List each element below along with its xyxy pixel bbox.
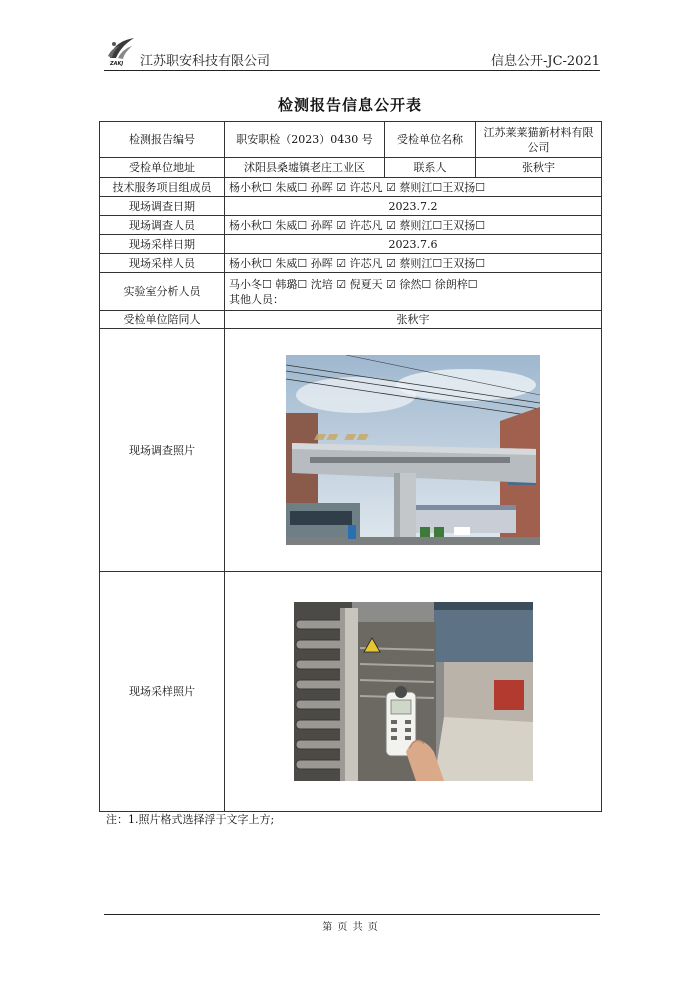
survey-photo-label: 现场调查照片 [100,329,225,572]
page-number: 第 页 共 页 [322,922,378,933]
lab-analysts-value: 马小冬☐ 韩璐☐ 沈培 ☑ 倪夏天 ☑ 徐然☐ 徐朗梓☐ [229,277,478,291]
survey-date-label: 现场调查日期 [100,197,225,216]
lab-analysts-cell [225,273,602,311]
table-row [100,572,602,812]
company-name: 江苏职安科技有限公司 [140,54,271,69]
survey-staff-value: 杨小秋☐ 朱威☐ 孙晖 ☑ 许芯凡 ☑ 蔡则江☐王双扬☐ [225,216,602,235]
report-no-label: 检测报告编号 [100,122,225,158]
survey-photo-factory-gate [286,355,540,545]
sample-date-value: 2023.7.6 [225,235,602,254]
contact-value: 张秋宇 [476,158,602,178]
sample-staff-value: 杨小秋☐ 朱威☐ 孙晖 ☑ 许芯凡 ☑ 蔡则江☐王双扬☐ [225,254,602,273]
sample-photo-cell [225,572,602,812]
contact-label: 联系人 [385,158,476,178]
client-name-value: 江苏莱莱猫新材料有限公司 [476,122,602,158]
sample-photo-sound-meter [294,602,533,781]
table-row [100,197,602,216]
team-value: 杨小秋☐ 朱威☐ 孙晖 ☑ 许芯凡 ☑ 蔡则江☐王双扬☐ [225,178,602,197]
page-header [104,34,600,71]
address-value: 沭阳县桑墟镇老庄工业区 [225,158,385,178]
page-title: 检测报告信息公开表 [277,96,422,114]
logo-text: ZAKJ [110,61,124,67]
table-row [100,122,602,158]
table-row [100,235,602,254]
client-name-label: 受检单位名称 [385,122,476,158]
team-label: 技术服务项目组成员 [100,178,225,197]
svg-text:▰▰ ▰▰: ▰▰ ▰▰ [314,426,369,445]
table-row [100,216,602,235]
sample-photo-label: 现场采样照片 [100,572,225,812]
document-code: 信息公开-JC-2021 [490,54,600,69]
table-row [100,254,602,273]
footer-divider [104,914,600,915]
survey-staff-label: 现场调查人员 [100,216,225,235]
survey-date-value: 2023.7.2 [225,197,602,216]
sample-date-label: 现场采样日期 [100,235,225,254]
report-info-table [99,121,602,812]
report-no-value: 职安职检（2023）0430 号 [225,122,385,158]
survey-photo-cell [225,329,602,572]
table-row [100,311,602,329]
escort-value: 张秋宇 [225,311,602,329]
table-row [100,273,602,311]
sample-staff-label: 现场采样人员 [100,254,225,273]
escort-label: 受检单位陪同人 [100,311,225,329]
lab-analysts-label: 实验室分析人员 [100,273,225,311]
address-label: 受检单位地址 [100,158,225,178]
table-row [100,178,602,197]
table-row [100,329,602,572]
note-text: 注：1.照片格式选择浮于文字上方; [106,813,275,826]
lab-other-staff: 其他人员： [229,292,284,306]
table-row [100,158,602,178]
